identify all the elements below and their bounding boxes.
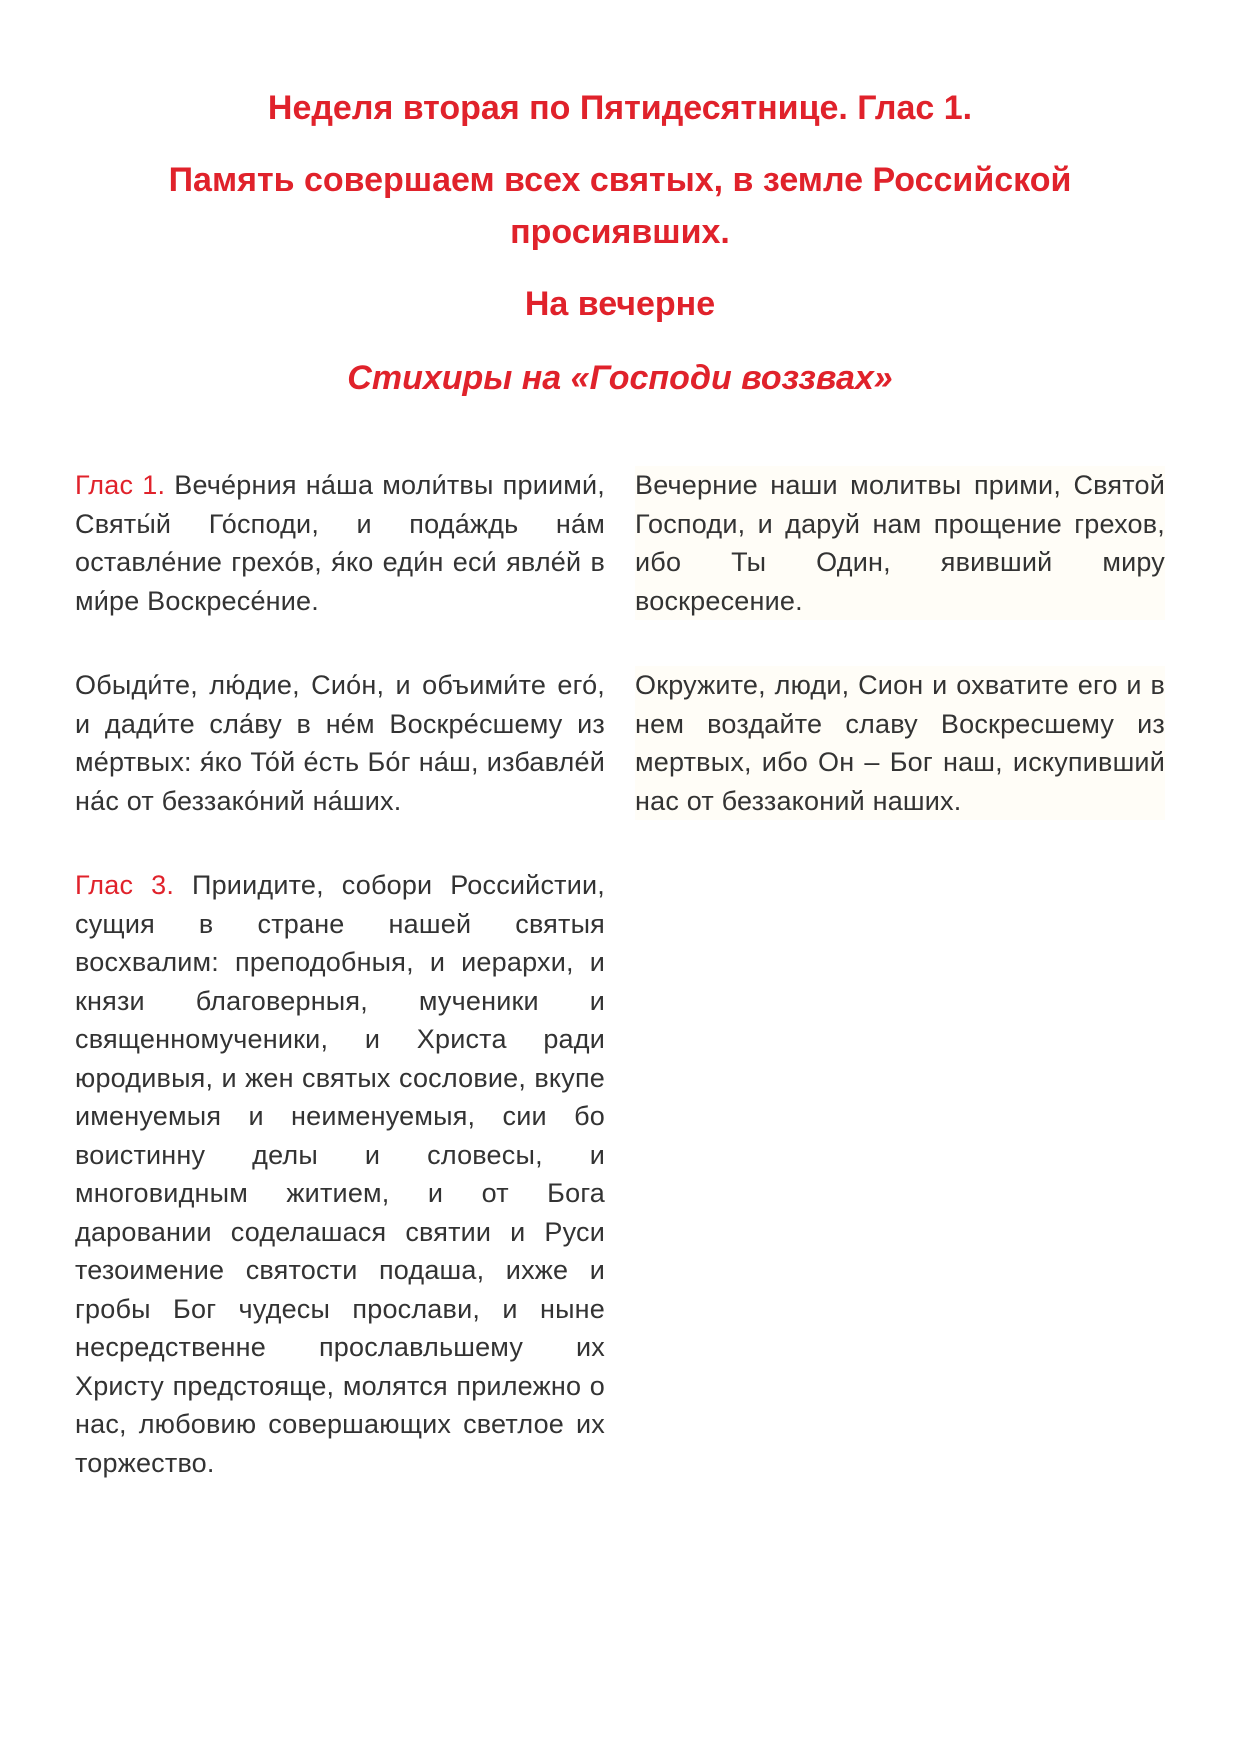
russian-body: Окружите, люди, Сион и охватите его и в нем воздайте славу Воскресшему из мертвых, ибо Он – Бог наш, искупивший нас от беззаконий наших. bbox=[635, 670, 1165, 816]
slavonic-body: Приидите, собори Российстии, сущия в стране нашей святыя восхвалим: преподобныя, и иерархи, и князи благоверныя, мученики и священномученики, и Христа ради юродивыя, и жен святых сословие, вкупе именуемыя и неименуемыя, сии бо воистинну делы и словесы, и многовидным житием, и от Бога даровании соделашася святии и Руси тезоимение святости подаша, ихже и гробы Бог чудесы прослави, и ныне несредственне прославльшему их Христу предстояще, молятся прилежно о нас, любовию совершающих светлое их торжество. bbox=[75, 870, 605, 1478]
russian-text bbox=[635, 666, 1165, 820]
sticheron-row bbox=[75, 866, 1165, 1482]
russian-body: Вечерние наши молитвы прими, Святой Господи, и даруй нам прощение грехов, ибо Ты Один, явивший миру воскресение. bbox=[635, 470, 1165, 616]
slavonic-body: Вече́рния на́ша моли́твы приими́, Святы́й Го́споди, и пода́ждь на́м оставле́ние грехо́в, я́ко еди́н еси́ явле́й в ми́ре Воскресе́ние. bbox=[75, 470, 605, 616]
russian-text bbox=[635, 466, 1165, 620]
service-heading: На вечерне bbox=[524, 285, 716, 323]
glas-label: Глас 3. bbox=[75, 870, 192, 900]
sticheron-row bbox=[75, 466, 1165, 620]
section-heading: Стихиры на «Господи воззвах» bbox=[347, 359, 893, 397]
slavonic-text bbox=[75, 866, 605, 1482]
header-block bbox=[90, 82, 1150, 404]
glas-label: Глас 1. bbox=[75, 470, 175, 500]
slavonic-text bbox=[75, 666, 605, 820]
slavonic-text bbox=[75, 466, 605, 620]
page-title: Неделя вторая по Пятидесятнице. Глас 1. bbox=[267, 89, 973, 127]
parallel-text-columns bbox=[75, 466, 1165, 1528]
feast-subtitle: Память совершаем всех святых, в земле Российской просиявших. bbox=[168, 161, 1072, 251]
russian-text-empty bbox=[635, 866, 1165, 1482]
sticheron-row bbox=[75, 666, 1165, 820]
slavonic-body: Обыди́те, лю́дие, Сио́н, и объими́те его́, и дади́те сла́ву в не́м Воскре́сшему из ме́ртвых: я́ко То́й е́сть Бо́г на́ш, избавле́й на́с от беззако́ний на́ших. bbox=[75, 670, 605, 816]
